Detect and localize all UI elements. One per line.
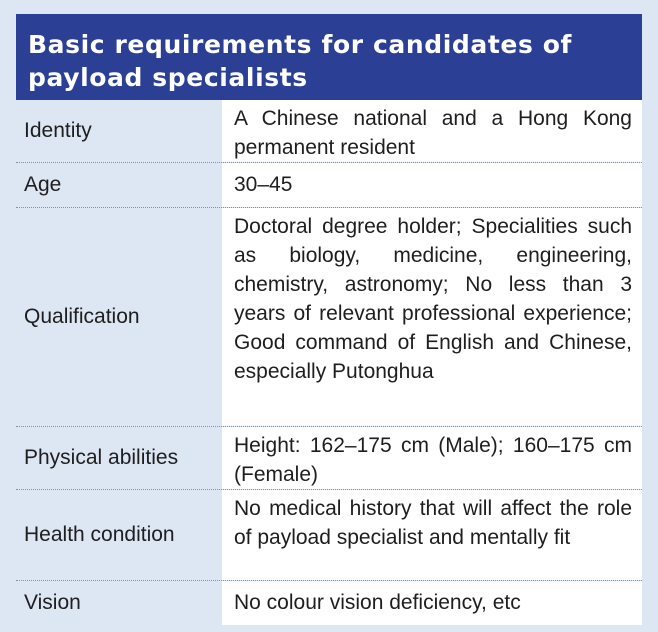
row-label: Qualification: [24, 305, 140, 328]
row-label: Identity: [24, 119, 92, 142]
table-row-vision: [16, 581, 642, 625]
requirements-table: [16, 100, 642, 625]
row-value: Doctoral degree holder; Specialities such as biology, medicine, engineering, chemistry, astronomy; No less than 3 years of relevant professional experience; Good command of English and Chinese, especially Putonghua: [222, 208, 642, 426]
table-title-bar: [16, 14, 642, 100]
table-row-health-condition: [16, 490, 642, 581]
row-label: Vision: [24, 591, 81, 614]
row-label: Health condition: [24, 523, 175, 546]
row-value: A Chinese national and a Hong Kong permanent resident: [222, 100, 642, 162]
table-row-physical-abilities: [16, 427, 642, 490]
table-row-age: [16, 163, 642, 208]
table-row-qualification: [16, 208, 642, 427]
row-value: No colour vision deficiency, etc: [222, 581, 642, 625]
row-label: Physical abilities: [24, 446, 179, 469]
row-value: 30–45: [222, 163, 642, 207]
row-label: Age: [24, 173, 62, 196]
row-value: No medical history that will affect the role of payload specialist and mentally fit: [222, 490, 642, 580]
row-value: Height: 162–175 cm (Male); 160–175 cm (Female): [222, 427, 642, 489]
table-row-identity: [16, 100, 642, 163]
table-title: Basic requirements for candidates of payload specialists: [28, 30, 573, 92]
